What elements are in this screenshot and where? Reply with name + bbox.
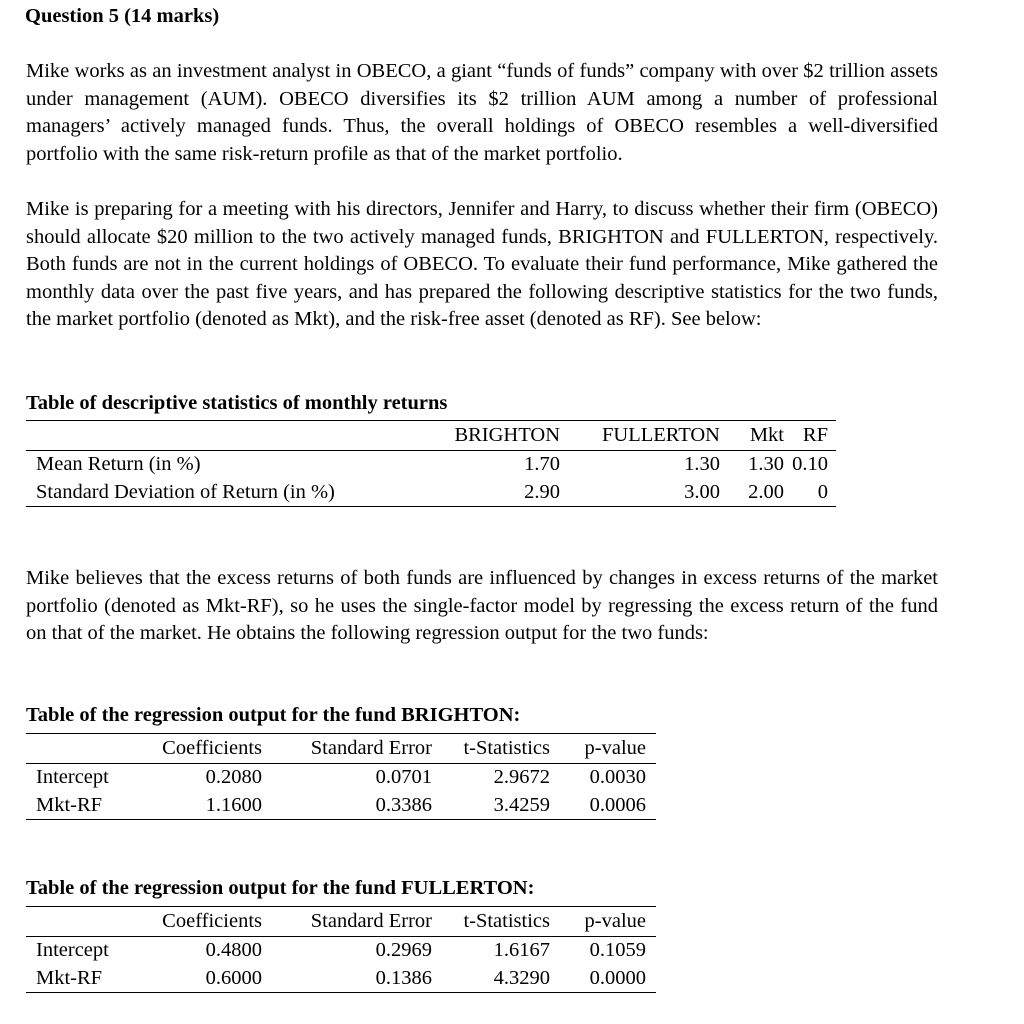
fullerton-regression-table: [26, 906, 656, 993]
table-cell: 1.30: [560, 451, 720, 479]
row-label: Standard Deviation of Return (in %): [26, 479, 400, 507]
desc-stats-table: [26, 420, 836, 507]
header-blank: [26, 907, 136, 937]
brighton-regression-table: [26, 733, 656, 820]
table-header-row: [26, 907, 656, 937]
table-cell: 2.9672: [432, 764, 550, 792]
table-cell: 2.90: [400, 479, 560, 507]
table-cell: 1.70: [400, 451, 560, 479]
table-row: [26, 479, 836, 507]
table-cell: 0.6000: [136, 965, 262, 993]
header-p-value: p-value: [550, 907, 656, 937]
header-blank: [26, 734, 136, 764]
table-row: [26, 965, 656, 993]
header-coefficients: Coefficients: [136, 734, 262, 764]
question-title: Question 5 (14 marks): [25, 5, 220, 27]
table-cell: 0.1386: [262, 965, 432, 993]
header-brighton: BRIGHTON: [400, 421, 560, 451]
table-cell: 0: [784, 479, 836, 507]
intro-paragraph: Mike works as an investment analyst in OBECO, a giant “funds of funds” company with over $2 trillion assets under management (AUM). OBECO diversifies its $2 trillion AUM among a number of professional managers’ actively managed funds. Thus, the overall holdings of OBECO resembles a well-diversified portfolio with the same risk-return profile as that of the market portfolio.: [26, 60, 938, 165]
table-cell: 1.30: [720, 451, 784, 479]
table-cell: 2.00: [720, 479, 784, 507]
header-blank: [26, 421, 400, 451]
row-label: Mkt-RF: [26, 792, 136, 820]
brighton-table-title: Table of the regression output for the fund BRIGHTON:: [26, 704, 521, 726]
table-row: [26, 937, 656, 965]
table-row: [26, 792, 656, 820]
table-header-row: [26, 734, 656, 764]
table-cell: 0.0030: [550, 764, 656, 792]
header-fullerton: FULLERTON: [560, 421, 720, 451]
table-cell: 3.00: [560, 479, 720, 507]
model-paragraph: Mike believes that the excess returns of both funds are influenced by changes in excess returns of the market portfolio (denoted as Mkt-RF), so he uses the single-factor model by regressing the excess return of the fund on that of the market. He obtains the following regression output for the two funds:: [26, 567, 938, 645]
table-cell: 4.3290: [432, 965, 550, 993]
header-rf: RF: [784, 421, 836, 451]
meeting-paragraph: Mike is preparing for a meeting with his directors, Jennifer and Harry, to discuss whether their firm (OBECO) should allocate $20 million to the two actively managed funds, BRIGHTON and FULLERTON, respectively. Both funds are not in the current holdings of OBECO. To evaluate their fund performance, Mike gathered the monthly data over the past five years, and has prepared the following descriptive statistics for the two funds, the market portfolio (denoted as Mkt), and the risk-free asset (denoted as RF). See below:: [26, 198, 938, 331]
table-cell: 1.6167: [432, 937, 550, 965]
header-t-statistics: t-Statistics: [432, 734, 550, 764]
table-cell: 0.0701: [262, 764, 432, 792]
header-mkt: Mkt: [720, 421, 784, 451]
table-cell: 3.4259: [432, 792, 550, 820]
header-t-statistics: t-Statistics: [432, 907, 550, 937]
table-header-row: [26, 421, 836, 451]
header-coefficients: Coefficients: [136, 907, 262, 937]
table-cell: 0.0000: [550, 965, 656, 993]
table-cell: 0.2969: [262, 937, 432, 965]
table-cell: 0.2080: [136, 764, 262, 792]
table-cell: 0.4800: [136, 937, 262, 965]
row-label: Mkt-RF: [26, 965, 136, 993]
table-cell: 0.0006: [550, 792, 656, 820]
table-row: [26, 451, 836, 479]
header-standard-error: Standard Error: [262, 907, 432, 937]
table-row: [26, 764, 656, 792]
row-label: Intercept: [26, 937, 136, 965]
fullerton-table-title: Table of the regression output for the fund FULLERTON:: [26, 877, 535, 899]
table-cell: 1.1600: [136, 792, 262, 820]
table-cell: 0.10: [784, 451, 836, 479]
row-label: Mean Return (in %): [26, 451, 400, 479]
table-cell: 0.1059: [550, 937, 656, 965]
header-p-value: p-value: [550, 734, 656, 764]
row-label: Intercept: [26, 764, 136, 792]
table-cell: 0.3386: [262, 792, 432, 820]
desc-table-title: Table of descriptive statistics of monthly returns: [26, 392, 448, 414]
header-standard-error: Standard Error: [262, 734, 432, 764]
